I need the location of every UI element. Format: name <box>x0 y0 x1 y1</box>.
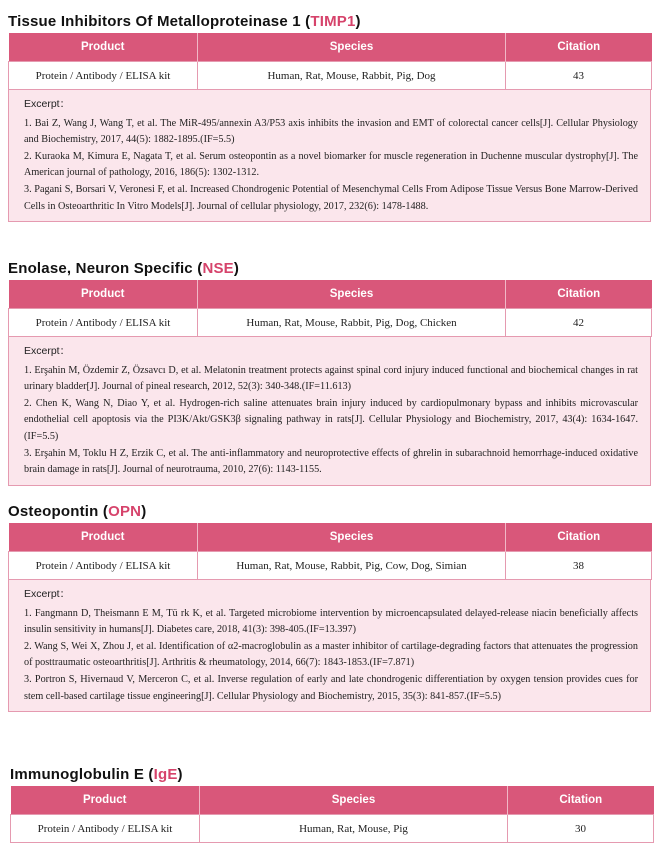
citation-table <box>8 280 652 337</box>
section-title-open-paren: ( <box>197 260 203 277</box>
excerpt-label: Excerpt： <box>24 98 71 110</box>
citation-cell: 43 <box>506 62 652 90</box>
section-title-open-paren: ( <box>102 503 109 520</box>
header-product: Product <box>11 786 200 815</box>
header-citation: Citation <box>506 33 652 62</box>
section-title-name: Immunoglobulin E <box>10 766 145 783</box>
header-species: Species <box>198 523 506 552</box>
section-title-close-paren: ) <box>355 13 361 30</box>
section-title <box>8 258 651 280</box>
header-citation: Citation <box>508 786 654 815</box>
product-section-opn <box>8 501 651 712</box>
reference-item: 2. Chen K, Wang N, Diao Y, et al. Hydrogen-rich saline attenuates brain injury induced by cardiopulmonary bypass and inhibits microvascular endothelial cell apoptosis via the PI3K/Akt/GSK3β signaling pathway in rats[J]. Cellular Physiology and Biochemistry, 2017, 43(4): 1634-1647.(IF=5.5) <box>24 397 638 442</box>
product-cell: Protein / Antibody / ELISA kit <box>9 552 198 580</box>
species-cell: Human, Rat, Mouse, Rabbit, Pig, Dog <box>198 62 506 90</box>
header-species: Species <box>198 33 506 62</box>
header-citation: Citation <box>506 523 652 552</box>
table-row <box>9 552 652 580</box>
citation-table <box>8 523 652 580</box>
header-species: Species <box>198 280 506 309</box>
product-section-timp1 <box>8 11 651 222</box>
section-title-name: Enolase, Neuron Specific <box>8 260 193 277</box>
excerpt-box <box>8 337 651 486</box>
section-title-name: Osteopontin <box>8 503 99 520</box>
citation-table <box>10 786 654 843</box>
reference-item: 3. Pagani S, Borsari V, Veronesi F, et al. Increased Chondrogenic Potential of Mesenchymal Cells From Adipose Tissue Versus Bone Marrow-Derived Cells in Osteoarthritic In Vitro Models[J]. Journal of cellular physiology, 2017, 232(6): 1478-1488. <box>24 183 638 212</box>
species-cell: Human, Rat, Mouse, Rabbit, Pig, Cow, Dog, Simian <box>198 552 506 580</box>
product-cell: Protein / Antibody / ELISA kit <box>9 62 198 90</box>
species-cell: Human, Rat, Mouse, Pig <box>200 815 508 843</box>
product-section-nse <box>8 258 651 486</box>
product-cell: Protein / Antibody / ELISA kit <box>9 309 198 337</box>
table-row <box>11 815 654 843</box>
section-title <box>8 11 651 33</box>
table-header-row <box>9 523 652 552</box>
excerpt-label: Excerpt： <box>24 588 71 600</box>
table-row <box>9 62 652 90</box>
reference-item: 3. Erşahin M, Toklu H Z, Erzik C, et al. The anti-inflammatory and neuroprotective effects of ghrelin in subarachnoid hemorrhage-induced oxidative brain damage in rats[J]. Journal of neurotrauma, 2010, 27(6): 1143-1155. <box>24 447 638 476</box>
table-header-row <box>11 786 654 815</box>
header-citation: Citation <box>506 280 652 309</box>
section-title-close-paren: ) <box>177 766 183 783</box>
section-title <box>8 501 651 523</box>
section-title-name: Tissue Inhibitors Of Metalloproteinase 1 <box>8 13 301 30</box>
section-title-abbr: IgE <box>153 766 178 783</box>
section-title <box>10 764 653 786</box>
citation-table <box>8 33 652 90</box>
table-header-row <box>9 33 652 62</box>
section-title-open-paren: ( <box>148 766 154 783</box>
reference-item: 2. Kuraoka M, Kimura E, Nagata T, et al. Serum osteopontin as a novel biomarker for muscle regeneration in Duchenne muscular dystrophy[J]. The American journal of pathology, 2016, 186(5): 1302-1312. <box>24 150 638 179</box>
excerpt-label: Excerpt： <box>24 345 71 357</box>
excerpt-box <box>8 580 651 712</box>
species-cell: Human, Rat, Mouse, Rabbit, Pig, Dog, Chicken <box>198 309 506 337</box>
header-product: Product <box>9 33 198 62</box>
section-title-abbr: NSE <box>202 260 234 277</box>
reference-item: 1. Bai Z, Wang J, Wang T, et al. The MiR-495/annexin A3/P53 axis inhibits the invasion and EMT of colorectal cancer cells[J]. Cellular Physiology and Biochemistry, 2017, 44(5): 1882-1895.(IF=5.5) <box>24 117 638 146</box>
reference-item: 3. Portron S, Hivernaud V, Merceron C, et al. Inverse regulation of early and late chondrogenic differentiation by oxygen tension provides cues for stem cell-based cartilage tissue engineering[J]. Cellular Physiology and Biochemistry, 2015, 35(3): 841-857.(IF=5.5) <box>24 673 638 702</box>
excerpt-box <box>8 90 651 222</box>
product-section-ige <box>10 764 653 843</box>
header-product: Product <box>9 523 198 552</box>
reference-item: 1. Fangmann D, Theismann E M, Tü rk K, et al. Targeted microbiome intervention by microencapsulated delayed-release niacin beneficially affects insulin sensitivity in humans[J]. Diabetes care, 2018, 41(3): 398-405.(IF=13.397) <box>24 607 638 636</box>
table-header-row <box>9 280 652 309</box>
reference-item: 1. Erşahin M, Özdemir Z, Özsavcı D, et al. Melatonin treatment protects against spinal cord injury induced functional and biochemical changes in rat urinary bladder[J]. Journal of pineal research, 2012, 52(3): 340-348.(IF=11.613) <box>24 364 638 393</box>
citation-cell: 42 <box>506 309 652 337</box>
section-title-abbr: OPN <box>108 503 142 520</box>
table-row <box>9 309 652 337</box>
citation-cell: 38 <box>506 552 652 580</box>
section-title-close-paren: ) <box>141 503 147 520</box>
section-title-open-paren: ( <box>305 13 311 30</box>
product-cell: Protein / Antibody / ELISA kit <box>11 815 200 843</box>
section-title-close-paren: ) <box>233 260 240 277</box>
reference-item: 2. Wang S, Wei X, Zhou J, et al. Identification of α2-macroglobulin as a master inhibitor of cartilage-degrading factors that attenuates the progression of posttraumatic osteoarthritis[J]. Arthritis & rheumatology, 2014, 66(7): 1843-1853.(IF=7.871) <box>24 640 638 669</box>
section-title-abbr: TIMP1 <box>310 13 356 30</box>
header-species: Species <box>200 786 508 815</box>
citation-cell: 30 <box>508 815 654 843</box>
header-product: Product <box>9 280 198 309</box>
